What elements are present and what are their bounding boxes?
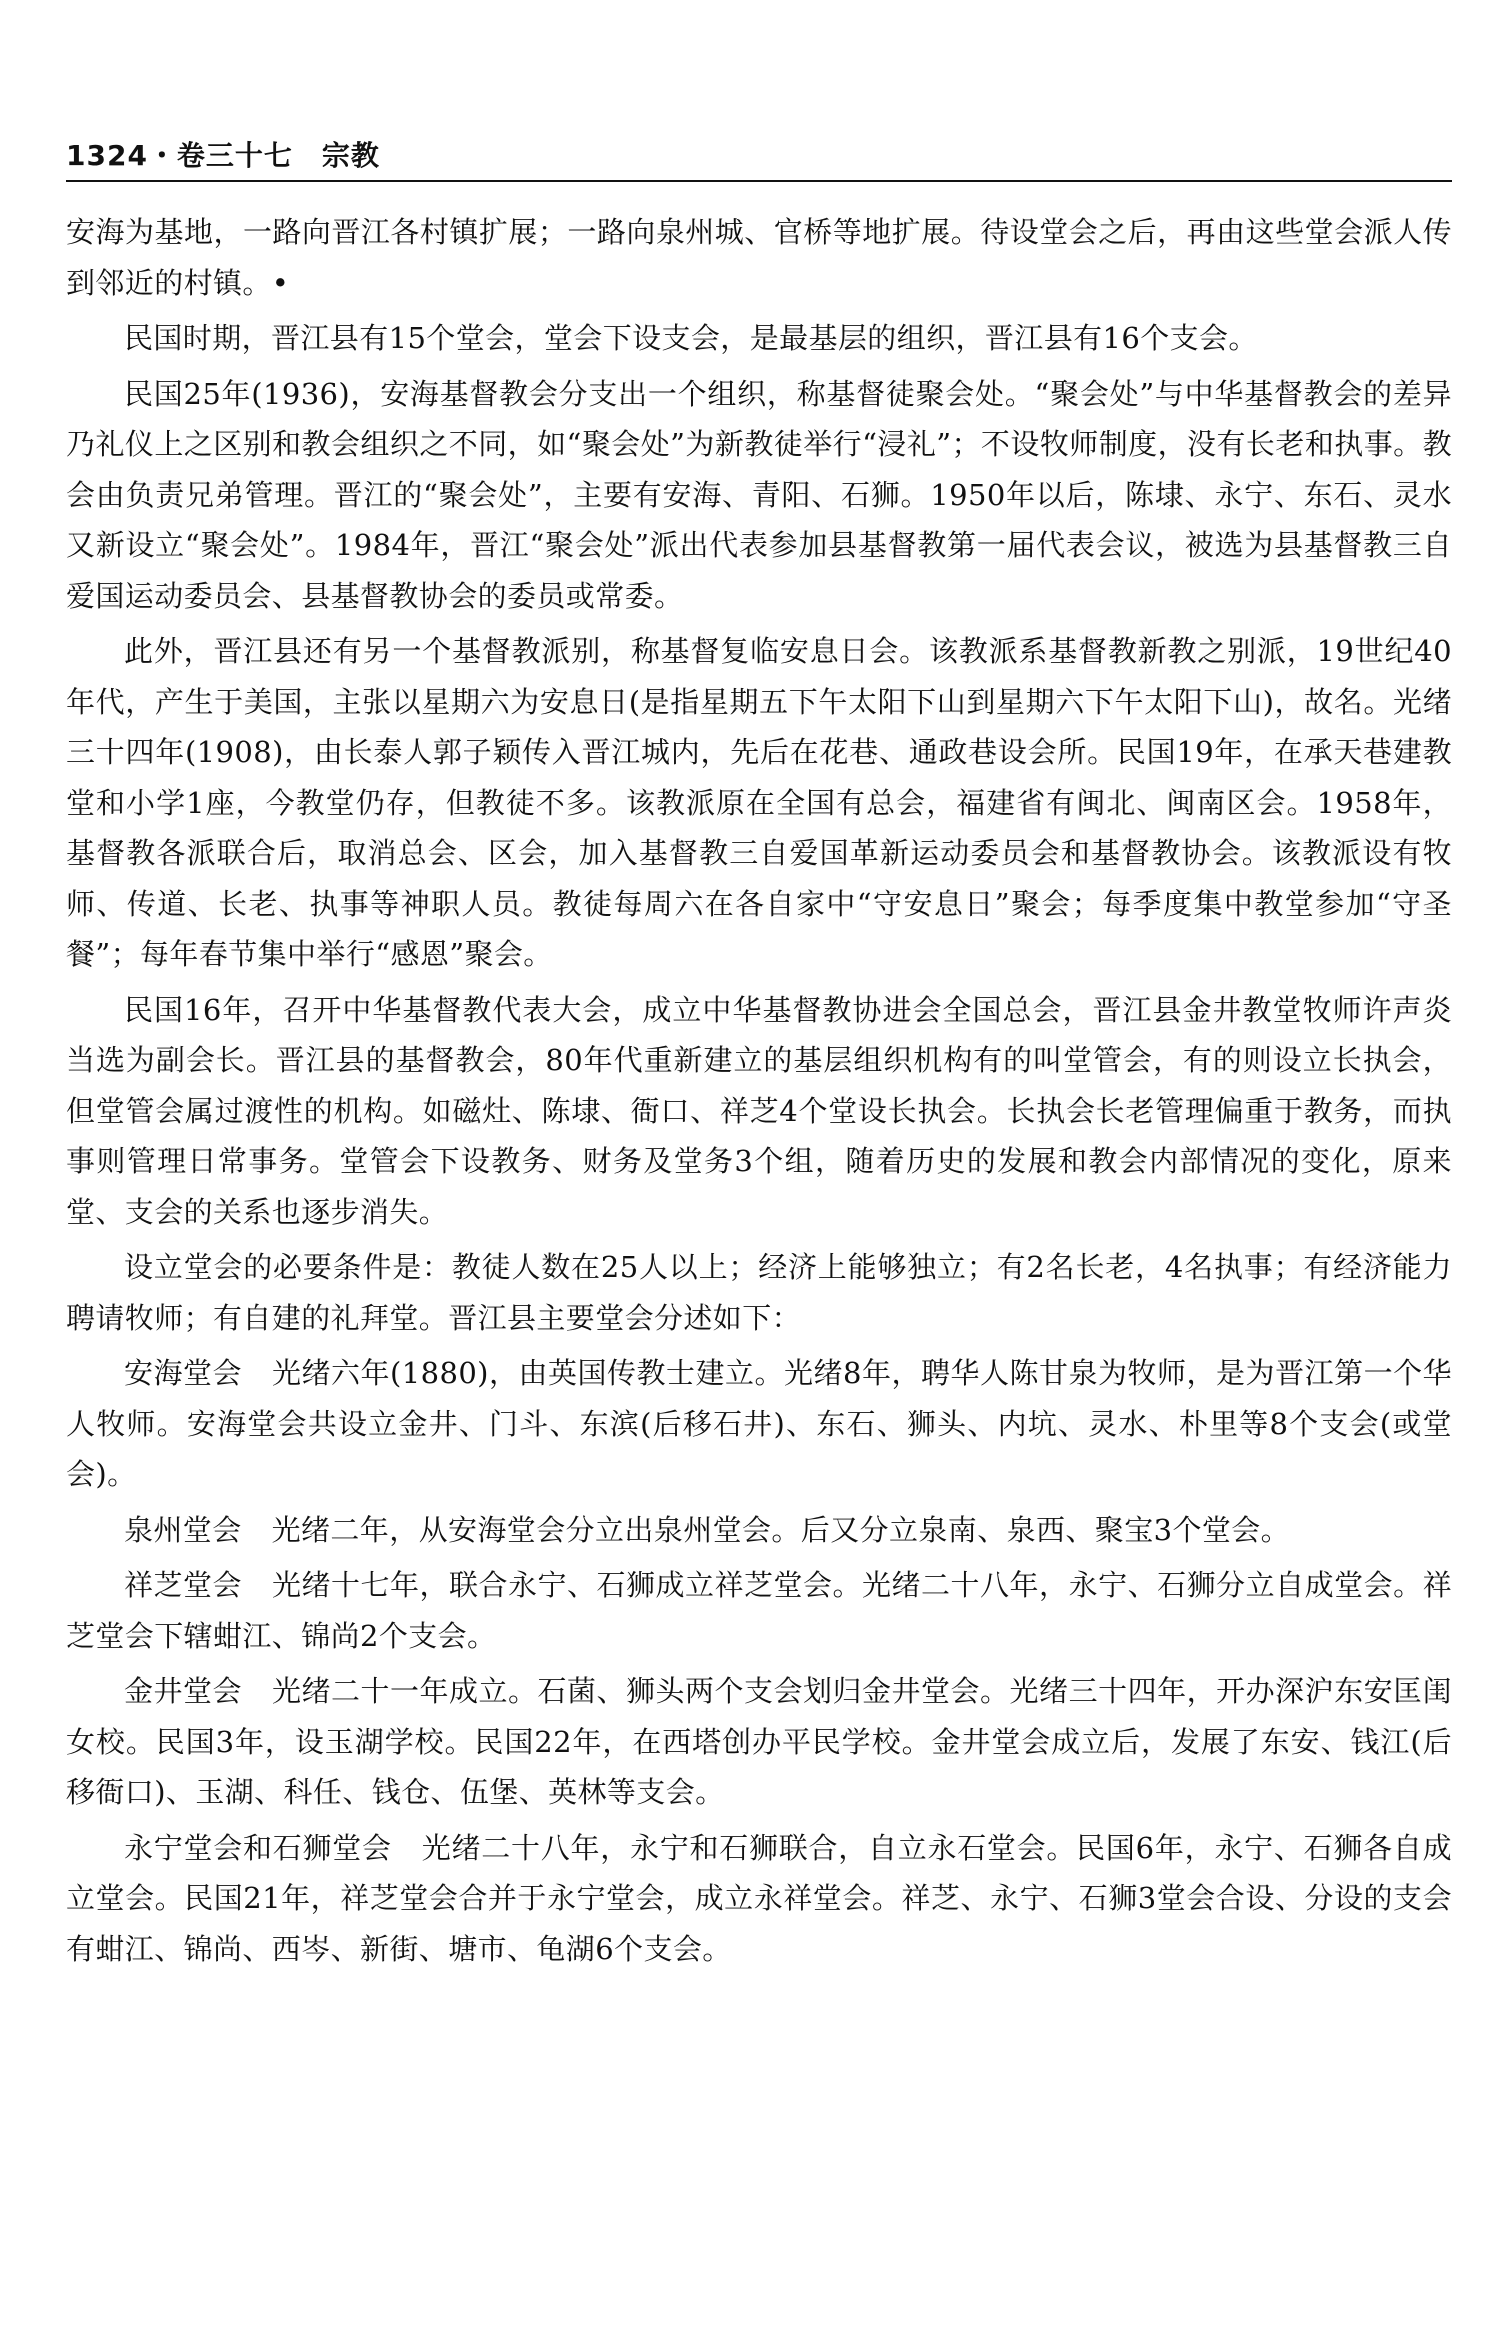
- paragraph: 安海为基地，一路向晋江各村镇扩展；一路向泉州城、官桥等地扩展。待设堂会之后，再由这些堂会派人传到邻近的村镇。•: [66, 215, 1452, 300]
- paragraph: 设立堂会的必要条件是：教徒人数在25人以上；经济上能够独立；有2名长老，4名执事；有经济能力聘请牧师；有自建的礼拜堂。晋江县主要堂会分述如下：: [66, 1250, 1452, 1335]
- church-entry-xiangzhi: 祥芝堂会 光绪十七年，联合永宁、石狮成立祥芝堂会。光绪二十八年，永宁、石狮分立自成堂会。祥芝堂会下辖蚶江、锦尚2个支会。: [66, 1568, 1452, 1653]
- paragraph: 民国25年(1936)，安海基督教会分支出一个组织，称基督徒聚会处。“聚会处”与中华基督教会的差异乃礼仪上之区别和教会组织之不同，如“聚会处”为新教徒举行“浸礼”；不设牧师制度，没有长老和执事。教会由负责兄弟管理。晋江的“聚会处”，主要有安海、青阳、石狮。1950年以后，陈埭、永宁、东石、灵水又新设立“聚会处”。1984年，晋江“聚会处”派出代表参加县基督教第一届代表会议，被选为县基督教三自爱国运动委员会、县基督教协会的委员或常委。: [66, 376, 1452, 613]
- entry-lead: 安海堂会: [124, 1356, 243, 1390]
- entry-lead: 祥芝堂会: [124, 1568, 243, 1602]
- paragraph: 民国时期，晋江县有15个堂会，堂会下设支会，是最基层的组织，晋江县有16个支会。: [124, 321, 1258, 355]
- running-head: 1324・卷三十七 宗教: [66, 139, 380, 172]
- church-entry-yongning-shishi: 永宁堂会和石狮堂会 光绪二十八年，永宁和石狮联合，自立永石堂会。民国6年，永宁、石狮各自成立堂会。民国21年，祥芝堂会合并于永宁堂会，成立永祥堂会。祥芝、永宁、石狮3堂会合设、分设的支会有蚶江、锦尚、西岑、新街、塘市、龟湖6个支会。: [66, 1830, 1452, 1966]
- church-entry-quanzhou: 泉州堂会 光绪二年，从安海堂会分立出泉州堂会。后又分立泉南、泉西、聚宝3个堂会。: [124, 1512, 1291, 1547]
- entry-lead: 永宁堂会和石狮堂会: [124, 1830, 392, 1865]
- entry-lead: 金井堂会: [124, 1674, 243, 1708]
- paragraph: 民国16年，召开中华基督教代表大会，成立中华基督教协进会全国总会，晋江县金井教堂牧师许声炎当选为副会长。晋江县的基督教会，80年代重新建立的基层组织机构有的叫堂管会，有的则设立长执会，但堂管会属过渡性的机构。如磁灶、陈埭、衙口、祥芝4个堂设长执会。长执会长老管理偏重于教务，而执事则管理日常事务。堂管会下设教务、财务及堂务3个组，随着历史的发展和教会内部情况的变化，原来堂、支会的关系也逐步消失。: [66, 992, 1452, 1229]
- entry-lead: 泉州堂会: [124, 1512, 242, 1547]
- body-text: [66, 207, 1452, 1979]
- paragraph: 此外，晋江县还有另一个基督教派别，称基督复临安息日会。该教派系基督教新教之别派，19世纪40年代，产生于美国，主张以星期六为安息日(是指星期五下午太阳下山到星期六下午太阳下山)，故名。光绪三十四年(1908)，由长泰人郭子颖传入晋江城内，先后在花巷、通政巷设会所。民国19年，在承天巷建教堂和小学1座，今教堂仍存，但教徒不多。该教派原在全国有总会，福建省有闽北、闽南区会。1958年，基督教各派联合后，取消总会、区会，加入基督教三自爱国革新运动委员会和基督教协会。该教派设有牧师、传道、长老、执事等神职人员。教徒每周六在各自家中“守安息日”聚会；每季度集中教堂参加“守圣餐”；每年春节集中举行“感恩”聚会。: [66, 634, 1452, 971]
- page-header: [66, 132, 1452, 182]
- church-entry-anhai: 安海堂会 光绪六年(1880)，由英国传教士建立。光绪8年，聘华人陈甘泉为牧师，是为晋江第一个华人牧师。安海堂会共设立金井、门斗、东滨(后移石井)、东石、狮头、内坑、灵水、朴里等8个支会(或堂会)。: [66, 1356, 1452, 1491]
- church-entry-jinjing: 金井堂会 光绪二十一年成立。石菌、狮头两个支会划归金井堂会。光绪三十四年，开办深沪东安匡闺女校。民国3年，设玉湖学校。民国22年，在西塔创办平民学校。金井堂会成立后，发展了东安、钱江(后移衙口)、玉湖、科任、钱仓、伍堡、英林等支会。: [66, 1674, 1452, 1809]
- document-page: [66, 0, 1452, 2350]
